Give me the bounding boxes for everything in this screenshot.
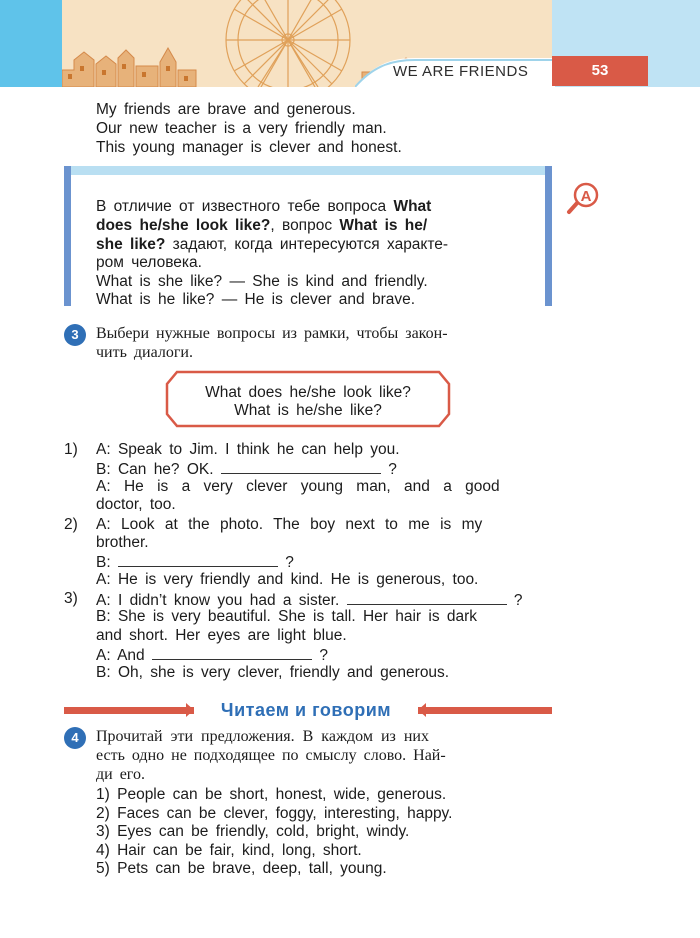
section-rule-right: [418, 707, 552, 714]
magnifier-icon: [566, 182, 602, 216]
rule-line: [96, 217, 427, 236]
list-item: [96, 786, 446, 805]
question-mark: ?: [388, 461, 397, 478]
item-text: Faces can be clever, foggy, interesting, happy.: [117, 805, 453, 822]
list-item: [96, 860, 387, 879]
intro-line: This young manager is clever and honest.: [96, 139, 402, 156]
page-number: 53: [591, 62, 609, 79]
rule-example: What is she like? — She is kind and friendly.: [96, 273, 428, 290]
intro-line: My friends are brave and generous.: [96, 101, 356, 118]
question-mark: ?: [285, 554, 294, 571]
dialogue-line: A: Look at the photo. The boy next to me is my: [96, 516, 483, 533]
frame-question: What is he/she like?: [234, 402, 382, 419]
item-number: 3): [96, 823, 110, 840]
dialogue-line: [96, 459, 397, 480]
answer-blank[interactable]: [118, 552, 278, 567]
dialogue-text: A: I didn’t know you had a sister.: [96, 592, 340, 609]
dialogue-number: 2): [64, 516, 78, 533]
dialogue-line: [96, 552, 294, 573]
rule-text: В отличие от известного тебе вопроса: [96, 198, 387, 215]
rule-box-top-border: [64, 166, 552, 175]
task-number-badge: 4: [64, 727, 86, 749]
frame-question: What does he/she look like?: [205, 384, 411, 401]
header-left-panel: [0, 0, 62, 87]
rule-keyword: does he/she look like?: [96, 217, 271, 234]
rule-line: [96, 198, 431, 217]
rule-box-right-border: [545, 166, 552, 306]
dialogue-text: B: Can he? OK.: [96, 461, 214, 478]
intro-line: Our new teacher is a very friendly man.: [96, 120, 387, 137]
dialogue-line: B: She is very beautiful. She is tall. Her hair is dark: [96, 608, 478, 625]
task-instruction: есть одно не подходящее по смыслу слово. Най-: [96, 747, 446, 764]
item-number: 1): [96, 786, 110, 803]
item-text: Hair can be fair, kind, long, short.: [117, 842, 362, 859]
rule-keyword: she like?: [96, 236, 166, 253]
rule-keyword: What: [393, 198, 432, 215]
task-instruction: ди его.: [96, 766, 145, 783]
list-item: [96, 823, 409, 842]
list-item: [96, 842, 362, 861]
answer-blank[interactable]: [347, 590, 507, 605]
dialogue-number: 1): [64, 441, 78, 458]
item-text: Pets can be brave, deep, tall, young.: [117, 860, 387, 877]
task-instruction: Выбери нужные вопросы из рамки, чтобы закон-: [96, 325, 448, 342]
rule-example: What is he like? — He is clever and brave.: [96, 291, 416, 308]
magnifier-letter: A: [580, 188, 592, 205]
item-number: 4): [96, 842, 110, 859]
rule-text: задают, когда интересуются характе-: [172, 236, 449, 253]
dialogue-number: 3): [64, 590, 78, 607]
list-item: [96, 805, 452, 824]
rule-line: ром человека.: [96, 254, 202, 271]
dialogue-text: B:: [96, 554, 111, 571]
question-mark: ?: [513, 592, 523, 609]
dialogue-line: and short. Her eyes are light blue.: [96, 627, 347, 644]
dialogue-line: B: Oh, she is very clever, friendly and generous.: [96, 664, 450, 681]
item-number: 2): [96, 805, 110, 822]
answer-blank[interactable]: [221, 459, 381, 474]
rule-text: , вопрос: [270, 217, 333, 234]
dialogue-line: doctor, too.: [96, 496, 176, 513]
task-instruction: Прочитай эти предложения. В каждом из них: [96, 728, 429, 745]
dialogue-line: [96, 645, 328, 666]
dialogue-text: A: And: [96, 647, 145, 664]
item-number: 5): [96, 860, 110, 877]
task-number-badge: 3: [64, 324, 86, 346]
dialogue-line: A: He is very friendly and kind. He is generous, too.: [96, 571, 479, 588]
section-rule-left: [64, 707, 194, 714]
dialogue-line: brother.: [96, 534, 149, 551]
running-title: WE ARE FRIENDS: [393, 63, 529, 80]
rule-box-left-border: [64, 166, 71, 306]
task-instruction: чить диалоги.: [96, 344, 193, 361]
item-text: People can be short, honest, wide, generous.: [117, 786, 447, 803]
item-text: Eyes can be friendly, cold, bright, windy.: [117, 823, 410, 840]
dialogue-line: A: He is a very clever young man, and a good: [96, 478, 500, 495]
section-title: Читаем и говорим: [220, 700, 392, 720]
rule-line: [96, 236, 448, 255]
question-mark: ?: [319, 647, 328, 664]
rule-keyword: What is he/: [339, 217, 428, 234]
dialogue-line: A: Speak to Jim. I think he can help you.: [96, 441, 400, 458]
answer-blank[interactable]: [152, 645, 312, 660]
